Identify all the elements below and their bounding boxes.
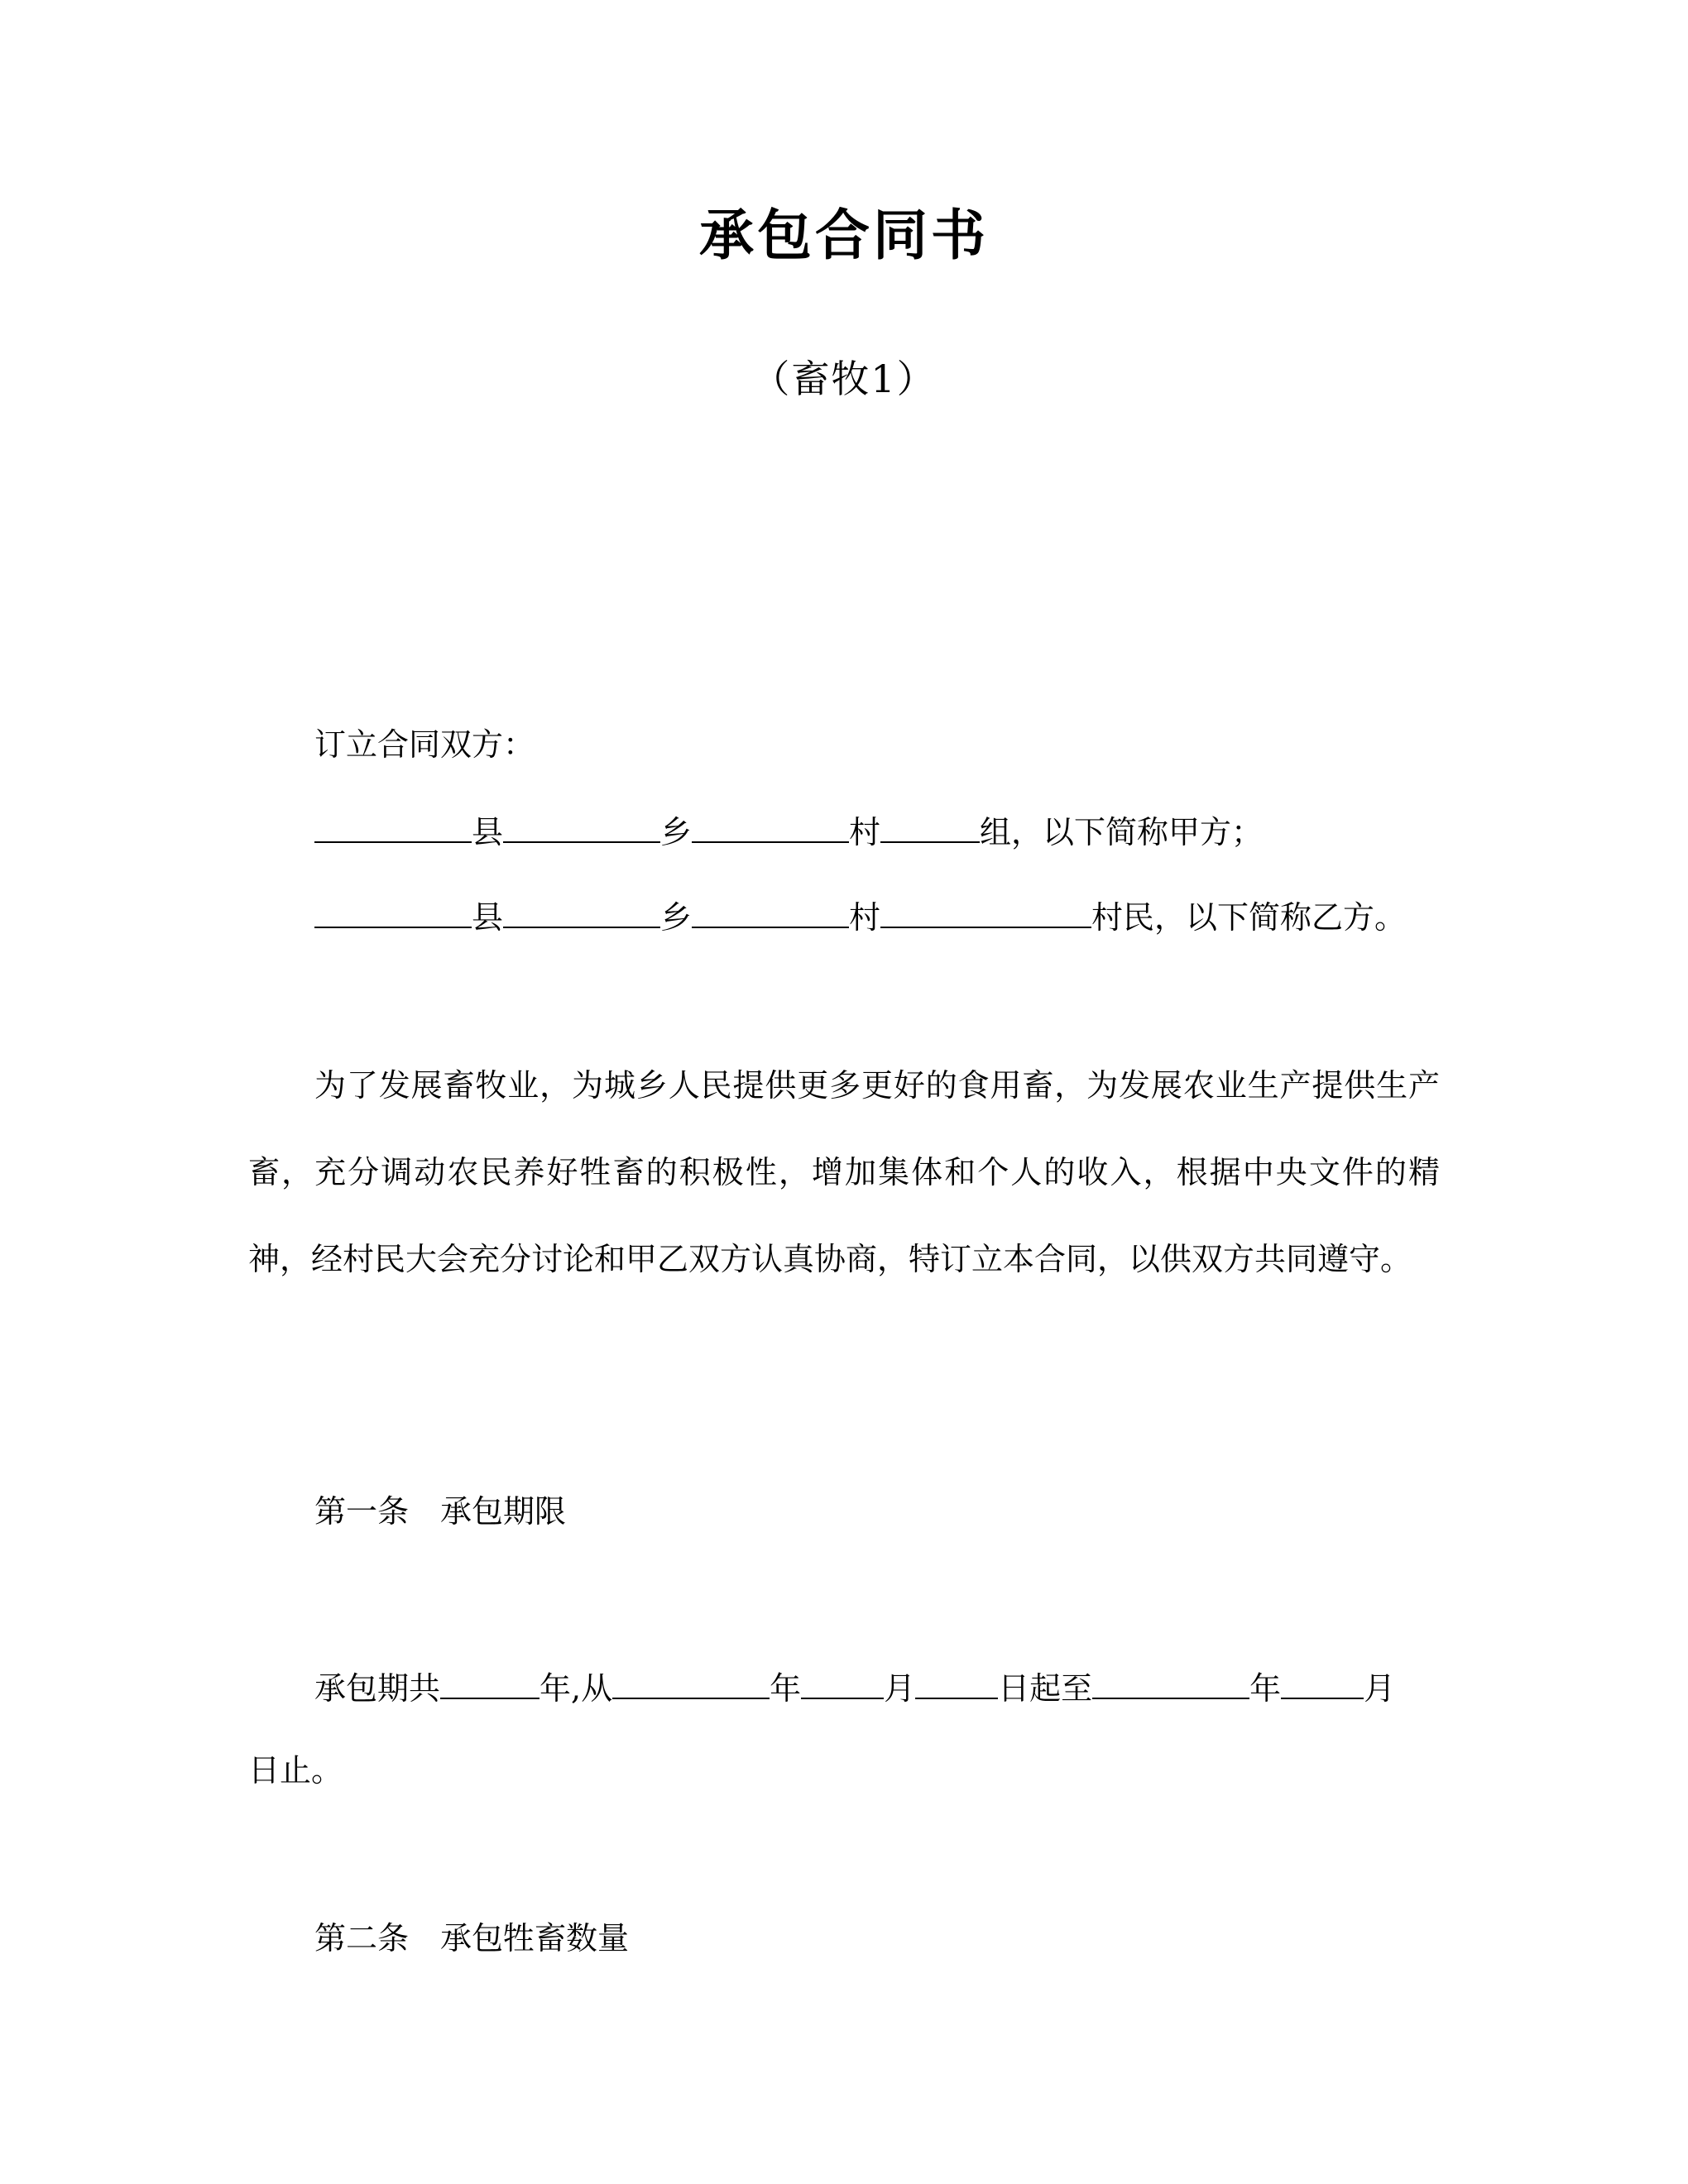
county-blank[interactable] <box>314 892 472 928</box>
county-label: 县 <box>472 899 504 936</box>
township-blank[interactable] <box>503 807 660 843</box>
village-blank[interactable] <box>692 807 849 843</box>
article1-term-line-cont <box>248 1750 343 1791</box>
group-blank[interactable] <box>880 807 980 843</box>
village-blank[interactable] <box>692 892 849 928</box>
end-year-label: 年 <box>1249 1670 1282 1707</box>
villager-blank[interactable] <box>880 892 1091 928</box>
start-day-label: 日起至 <box>998 1670 1093 1707</box>
start-month-blank[interactable] <box>801 1663 884 1699</box>
end-month-label: 月 <box>1364 1670 1396 1707</box>
article2-heading: 第二条 承包牲畜数量 <box>314 1920 630 1956</box>
group-suffix: 组，以下简称甲方； <box>980 814 1264 850</box>
township-blank[interactable] <box>503 892 660 928</box>
article1-heading: 第一条 承包期限 <box>314 1493 567 1530</box>
township-label: 乡 <box>660 899 693 936</box>
document-subtitle: （畜牧1） <box>751 357 937 401</box>
township-label: 乡 <box>660 814 693 850</box>
start-year-blank[interactable] <box>612 1663 770 1699</box>
term-years-blank[interactable] <box>440 1663 539 1699</box>
party-a-line <box>314 807 1263 853</box>
start-month-label: 月 <box>884 1670 916 1707</box>
term-prefix: 承包期共 <box>314 1670 441 1707</box>
preamble-paragraph: 为了发展畜牧业，为城乡人民提供更多更好的食用畜，为发展农业生产提供生产畜，充分调动农民养好牲畜的积极性，增加集体和个人的收入，根据中央文件的精神，经村民大会充分讨论和甲乙双方认真协商，特订立本合同，以供双方共同遵守。 <box>248 1067 1440 1277</box>
term-year-label: 年,从 <box>539 1670 613 1707</box>
village-label: 村 <box>849 899 881 936</box>
end-day-label: 日止。 <box>248 1752 343 1789</box>
parties-heading: 订立合同双方： <box>314 726 535 763</box>
end-year-blank[interactable] <box>1092 1663 1249 1699</box>
village-label: 村 <box>849 814 881 850</box>
article1-term-line <box>314 1663 1395 1709</box>
start-year-label: 年 <box>770 1670 802 1707</box>
party-b-line <box>314 892 1406 938</box>
document-title: 承包合同书 <box>699 204 989 267</box>
county-blank[interactable] <box>314 807 472 843</box>
villager-suffix: 村民，以下简称乙方。 <box>1091 899 1407 936</box>
county-label: 县 <box>472 814 504 850</box>
start-day-blank[interactable] <box>915 1663 998 1699</box>
end-month-blank[interactable] <box>1281 1663 1364 1699</box>
